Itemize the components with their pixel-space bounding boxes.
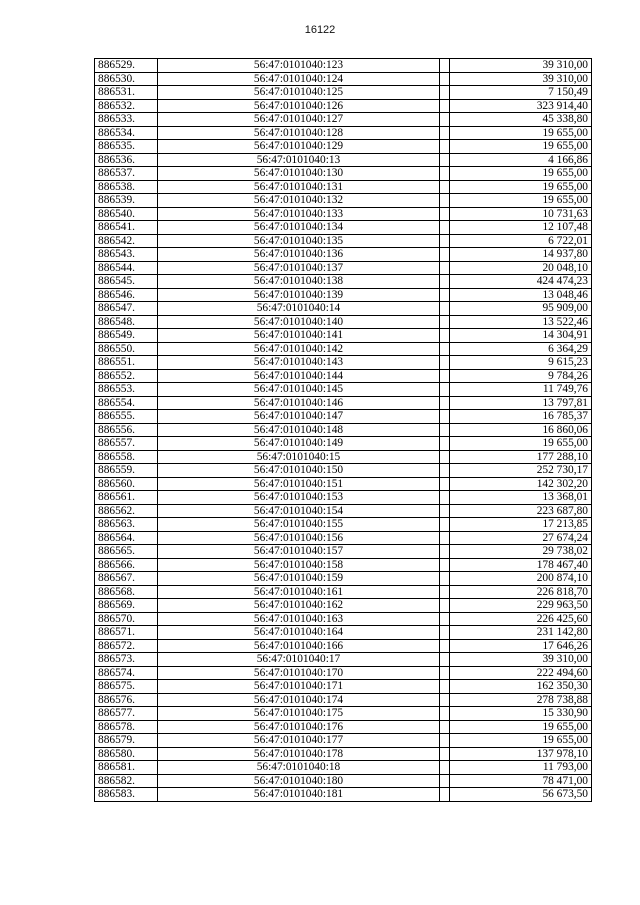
table-row	[95, 356, 592, 370]
table-row	[95, 693, 592, 707]
row-number-cell: 886551.	[95, 356, 158, 370]
cadastral-number-cell: 56:47:0101040:147	[158, 410, 440, 424]
cadastral-number-cell: 56:47:0101040:153	[158, 491, 440, 505]
table-row	[95, 599, 592, 613]
table-row	[95, 234, 592, 248]
row-number-cell: 886543.	[95, 248, 158, 262]
table-row	[95, 167, 592, 181]
column-gap	[440, 734, 450, 748]
column-gap	[440, 504, 450, 518]
table-row	[95, 261, 592, 275]
cadastral-number-cell: 56:47:0101040:163	[158, 612, 440, 626]
row-number-cell: 886558.	[95, 450, 158, 464]
table-row	[95, 531, 592, 545]
cadastral-value-cell: 17 646,26	[450, 639, 592, 653]
column-gap	[440, 275, 450, 289]
cadastral-number-cell: 56:47:0101040:134	[158, 221, 440, 235]
row-number-cell: 886531.	[95, 86, 158, 100]
row-number-cell: 886536.	[95, 153, 158, 167]
column-gap	[440, 113, 450, 127]
column-gap	[440, 59, 450, 73]
column-gap	[440, 612, 450, 626]
column-gap	[440, 234, 450, 248]
table-row	[95, 774, 592, 788]
cadastral-number-cell: 56:47:0101040:180	[158, 774, 440, 788]
table-row	[95, 126, 592, 140]
row-number-cell: 886571.	[95, 626, 158, 640]
row-number-cell: 886561.	[95, 491, 158, 505]
row-number-cell: 886549.	[95, 329, 158, 343]
cadastral-value-cell: 27 674,24	[450, 531, 592, 545]
column-gap	[440, 167, 450, 181]
cadastral-value-cell: 177 288,10	[450, 450, 592, 464]
row-number-cell: 886537.	[95, 167, 158, 181]
table-row	[95, 585, 592, 599]
row-number-cell: 886546.	[95, 288, 158, 302]
cadastral-number-cell: 56:47:0101040:149	[158, 437, 440, 451]
cadastral-value-cell: 13 368,01	[450, 491, 592, 505]
row-number-cell: 886555.	[95, 410, 158, 424]
column-gap	[440, 207, 450, 221]
table-row	[95, 423, 592, 437]
column-gap	[440, 302, 450, 316]
row-number-cell: 886544.	[95, 261, 158, 275]
column-gap	[440, 396, 450, 410]
cadastral-value-cell: 142 302,20	[450, 477, 592, 491]
column-gap	[440, 86, 450, 100]
cadastral-number-cell: 56:47:0101040:143	[158, 356, 440, 370]
column-gap	[440, 626, 450, 640]
column-gap	[440, 491, 450, 505]
cadastral-number-cell: 56:47:0101040:123	[158, 59, 440, 73]
row-number-cell: 886547.	[95, 302, 158, 316]
table-row	[95, 788, 592, 802]
table-row	[95, 113, 592, 127]
table-row	[95, 680, 592, 694]
table-row	[95, 572, 592, 586]
table-row	[95, 248, 592, 262]
cadastral-number-cell: 56:47:0101040:177	[158, 734, 440, 748]
table-row	[95, 329, 592, 343]
cadastral-number-cell: 56:47:0101040:138	[158, 275, 440, 289]
cadastral-number-cell: 56:47:0101040:135	[158, 234, 440, 248]
row-number-cell: 886563.	[95, 518, 158, 532]
table-body	[95, 59, 592, 802]
cadastral-value-cell: 19 655,00	[450, 194, 592, 208]
cadastral-value-cell: 95 909,00	[450, 302, 592, 316]
cadastral-value-cell: 56 673,50	[450, 788, 592, 802]
row-number-cell: 886534.	[95, 126, 158, 140]
cadastral-value-cell: 223 687,80	[450, 504, 592, 518]
row-number-cell: 886560.	[95, 477, 158, 491]
cadastral-number-cell: 56:47:0101040:158	[158, 558, 440, 572]
row-number-cell: 886569.	[95, 599, 158, 613]
row-number-cell: 886539.	[95, 194, 158, 208]
cadastral-value-cell: 45 338,80	[450, 113, 592, 127]
cadastral-value-cell: 424 474,23	[450, 275, 592, 289]
cadastral-value-cell: 15 330,90	[450, 707, 592, 721]
cadastral-number-cell: 56:47:0101040:176	[158, 720, 440, 734]
cadastral-value-cell: 11 793,00	[450, 761, 592, 775]
row-number-cell: 886573.	[95, 653, 158, 667]
column-gap	[440, 180, 450, 194]
cadastral-value-cell: 13 048,46	[450, 288, 592, 302]
column-gap	[440, 261, 450, 275]
row-number-cell: 886545.	[95, 275, 158, 289]
table-row	[95, 369, 592, 383]
table-row	[95, 180, 592, 194]
cadastral-number-cell: 56:47:0101040:174	[158, 693, 440, 707]
row-number-cell: 886582.	[95, 774, 158, 788]
table-row	[95, 315, 592, 329]
cadastral-value-cell: 9 784,26	[450, 369, 592, 383]
cadastral-number-cell: 56:47:0101040:15	[158, 450, 440, 464]
row-number-cell: 886574.	[95, 666, 158, 680]
cadastral-number-cell: 56:47:0101040:141	[158, 329, 440, 343]
row-number-cell: 886572.	[95, 639, 158, 653]
table-row	[95, 545, 592, 559]
table-row	[95, 410, 592, 424]
cadastral-number-cell: 56:47:0101040:133	[158, 207, 440, 221]
table-row	[95, 342, 592, 356]
row-number-cell: 886570.	[95, 612, 158, 626]
row-number-cell: 886580.	[95, 747, 158, 761]
cadastral-number-cell: 56:47:0101040:178	[158, 747, 440, 761]
cadastral-value-cell: 39 310,00	[450, 653, 592, 667]
cadastral-number-cell: 56:47:0101040:142	[158, 342, 440, 356]
row-number-cell: 886567.	[95, 572, 158, 586]
table-row	[95, 86, 592, 100]
row-number-cell: 886577.	[95, 707, 158, 721]
cadastral-value-cell: 6 364,29	[450, 342, 592, 356]
cadastral-value-cell: 137 978,10	[450, 747, 592, 761]
cadastral-value-cell: 226 818,70	[450, 585, 592, 599]
column-gap	[440, 315, 450, 329]
row-number-cell: 886568.	[95, 585, 158, 599]
cadastral-value-cell: 9 615,23	[450, 356, 592, 370]
table-row	[95, 707, 592, 721]
row-number-cell: 886529.	[95, 59, 158, 73]
cadastral-number-cell: 56:47:0101040:139	[158, 288, 440, 302]
column-gap	[440, 342, 450, 356]
row-number-cell: 886566.	[95, 558, 158, 572]
cadastral-number-cell: 56:47:0101040:156	[158, 531, 440, 545]
column-gap	[440, 72, 450, 86]
row-number-cell: 886553.	[95, 383, 158, 397]
column-gap	[440, 410, 450, 424]
cadastral-value-cell: 16 785,37	[450, 410, 592, 424]
table-row	[95, 140, 592, 154]
cadastral-value-cell: 19 655,00	[450, 126, 592, 140]
cadastral-number-cell: 56:47:0101040:161	[158, 585, 440, 599]
table-row	[95, 302, 592, 316]
cadastral-value-cell: 20 048,10	[450, 261, 592, 275]
cadastral-number-cell: 56:47:0101040:151	[158, 477, 440, 491]
cadastral-number-cell: 56:47:0101040:146	[158, 396, 440, 410]
cadastral-value-cell: 252 730,17	[450, 464, 592, 478]
column-gap	[440, 221, 450, 235]
table-row	[95, 653, 592, 667]
column-gap	[440, 464, 450, 478]
column-gap	[440, 558, 450, 572]
cadastral-value-cell: 16 860,06	[450, 423, 592, 437]
cadastral-value-cell: 13 797,81	[450, 396, 592, 410]
row-number-cell: 886548.	[95, 315, 158, 329]
cadastral-number-cell: 56:47:0101040:154	[158, 504, 440, 518]
table-row	[95, 626, 592, 640]
column-gap	[440, 153, 450, 167]
column-gap	[440, 99, 450, 113]
cadastral-value-cell: 162 350,30	[450, 680, 592, 694]
column-gap	[440, 572, 450, 586]
table-row	[95, 396, 592, 410]
row-number-cell: 886550.	[95, 342, 158, 356]
cadastral-value-cell: 226 425,60	[450, 612, 592, 626]
cadastral-number-cell: 56:47:0101040:157	[158, 545, 440, 559]
cadastral-number-cell: 56:47:0101040:13	[158, 153, 440, 167]
cadastral-number-cell: 56:47:0101040:17	[158, 653, 440, 667]
row-number-cell: 886532.	[95, 99, 158, 113]
row-number-cell: 886565.	[95, 545, 158, 559]
cadastral-value-table	[94, 58, 592, 802]
row-number-cell: 886535.	[95, 140, 158, 154]
table-row	[95, 558, 592, 572]
table-row	[95, 518, 592, 532]
column-gap	[440, 518, 450, 532]
cadastral-value-cell: 229 963,50	[450, 599, 592, 613]
table-row	[95, 221, 592, 235]
cadastral-number-cell: 56:47:0101040:126	[158, 99, 440, 113]
table-row	[95, 734, 592, 748]
row-number-cell: 886533.	[95, 113, 158, 127]
column-gap	[440, 248, 450, 262]
cadastral-number-cell: 56:47:0101040:159	[158, 572, 440, 586]
row-number-cell: 886583.	[95, 788, 158, 802]
cadastral-number-cell: 56:47:0101040:144	[158, 369, 440, 383]
table-row	[95, 720, 592, 734]
table-row	[95, 747, 592, 761]
column-gap	[440, 423, 450, 437]
cadastral-value-cell: 39 310,00	[450, 59, 592, 73]
cadastral-number-cell: 56:47:0101040:132	[158, 194, 440, 208]
cadastral-number-cell: 56:47:0101040:128	[158, 126, 440, 140]
cadastral-value-cell: 7 150,49	[450, 86, 592, 100]
cadastral-number-cell: 56:47:0101040:124	[158, 72, 440, 86]
cadastral-number-cell: 56:47:0101040:127	[158, 113, 440, 127]
row-number-cell: 886552.	[95, 369, 158, 383]
row-number-cell: 886562.	[95, 504, 158, 518]
cadastral-number-cell: 56:47:0101040:136	[158, 248, 440, 262]
cadastral-number-cell: 56:47:0101040:171	[158, 680, 440, 694]
column-gap	[440, 680, 450, 694]
cadastral-value-cell: 19 655,00	[450, 437, 592, 451]
row-number-cell: 886557.	[95, 437, 158, 451]
cadastral-value-cell: 29 738,02	[450, 545, 592, 559]
cadastral-number-cell: 56:47:0101040:148	[158, 423, 440, 437]
cadastral-value-cell: 17 213,85	[450, 518, 592, 532]
cadastral-number-cell: 56:47:0101040:129	[158, 140, 440, 154]
cadastral-value-cell: 231 142,80	[450, 626, 592, 640]
table-row	[95, 491, 592, 505]
column-gap	[440, 140, 450, 154]
column-gap	[440, 329, 450, 343]
row-number-cell: 886578.	[95, 720, 158, 734]
column-gap	[440, 653, 450, 667]
column-gap	[440, 356, 450, 370]
cadastral-value-cell: 4 166,86	[450, 153, 592, 167]
column-gap	[440, 707, 450, 721]
cadastral-number-cell: 56:47:0101040:130	[158, 167, 440, 181]
table-row	[95, 275, 592, 289]
page-number: 16122	[304, 24, 336, 36]
column-gap	[440, 531, 450, 545]
column-gap	[440, 747, 450, 761]
table-row	[95, 464, 592, 478]
table-row	[95, 437, 592, 451]
table-row	[95, 761, 592, 775]
cadastral-value-cell: 200 874,10	[450, 572, 592, 586]
cadastral-value-cell: 19 655,00	[450, 140, 592, 154]
cadastral-number-cell: 56:47:0101040:166	[158, 639, 440, 653]
cadastral-value-cell: 19 655,00	[450, 167, 592, 181]
column-gap	[440, 126, 450, 140]
row-number-cell: 886564.	[95, 531, 158, 545]
row-number-cell: 886581.	[95, 761, 158, 775]
column-gap	[440, 383, 450, 397]
column-gap	[440, 369, 450, 383]
column-gap	[440, 693, 450, 707]
cadastral-value-cell: 14 937,80	[450, 248, 592, 262]
column-gap	[440, 666, 450, 680]
table-row	[95, 288, 592, 302]
row-number-cell: 886559.	[95, 464, 158, 478]
table-row	[95, 207, 592, 221]
column-gap	[440, 288, 450, 302]
column-gap	[440, 194, 450, 208]
column-gap	[440, 450, 450, 464]
cadastral-value-cell: 39 310,00	[450, 72, 592, 86]
table-row	[95, 450, 592, 464]
cadastral-number-cell: 56:47:0101040:164	[158, 626, 440, 640]
row-number-cell: 886575.	[95, 680, 158, 694]
cadastral-number-cell: 56:47:0101040:150	[158, 464, 440, 478]
cadastral-value-cell: 278 738,88	[450, 693, 592, 707]
cadastral-number-cell: 56:47:0101040:14	[158, 302, 440, 316]
cadastral-number-cell: 56:47:0101040:175	[158, 707, 440, 721]
table-row	[95, 504, 592, 518]
column-gap	[440, 599, 450, 613]
cadastral-value-cell: 10 731,63	[450, 207, 592, 221]
cadastral-value-cell: 178 467,40	[450, 558, 592, 572]
cadastral-value-cell: 13 522,46	[450, 315, 592, 329]
table-row	[95, 477, 592, 491]
table-row	[95, 612, 592, 626]
column-gap	[440, 761, 450, 775]
table-row	[95, 666, 592, 680]
cadastral-value-cell: 323 914,40	[450, 99, 592, 113]
cadastral-value-cell: 19 655,00	[450, 720, 592, 734]
row-number-cell: 886538.	[95, 180, 158, 194]
cadastral-value-cell: 19 655,00	[450, 734, 592, 748]
table-row	[95, 383, 592, 397]
row-number-cell: 886541.	[95, 221, 158, 235]
row-number-cell: 886554.	[95, 396, 158, 410]
row-number-cell: 886530.	[95, 72, 158, 86]
cadastral-number-cell: 56:47:0101040:18	[158, 761, 440, 775]
row-number-cell: 886540.	[95, 207, 158, 221]
cadastral-value-cell: 11 749,76	[450, 383, 592, 397]
cadastral-value-cell: 14 304,91	[450, 329, 592, 343]
column-gap	[440, 720, 450, 734]
cadastral-value-cell: 6 722,01	[450, 234, 592, 248]
column-gap	[440, 477, 450, 491]
cadastral-value-cell: 19 655,00	[450, 180, 592, 194]
column-gap	[440, 774, 450, 788]
cadastral-number-cell: 56:47:0101040:137	[158, 261, 440, 275]
cadastral-number-cell: 56:47:0101040:131	[158, 180, 440, 194]
cadastral-value-cell: 222 494,60	[450, 666, 592, 680]
column-gap	[440, 639, 450, 653]
row-number-cell: 886542.	[95, 234, 158, 248]
row-number-cell: 886556.	[95, 423, 158, 437]
cadastral-number-cell: 56:47:0101040:155	[158, 518, 440, 532]
table-row	[95, 153, 592, 167]
cadastral-number-cell: 56:47:0101040:125	[158, 86, 440, 100]
row-number-cell: 886576.	[95, 693, 158, 707]
row-number-cell: 886579.	[95, 734, 158, 748]
cadastral-value-cell: 78 471,00	[450, 774, 592, 788]
cadastral-number-cell: 56:47:0101040:181	[158, 788, 440, 802]
table-row	[95, 59, 592, 73]
column-gap	[440, 585, 450, 599]
cadastral-number-cell: 56:47:0101040:162	[158, 599, 440, 613]
cadastral-value-cell: 12 107,48	[450, 221, 592, 235]
cadastral-number-cell: 56:47:0101040:140	[158, 315, 440, 329]
table-row	[95, 194, 592, 208]
cadastral-number-cell: 56:47:0101040:145	[158, 383, 440, 397]
table-row	[95, 72, 592, 86]
column-gap	[440, 545, 450, 559]
column-gap	[440, 437, 450, 451]
cadastral-number-cell: 56:47:0101040:170	[158, 666, 440, 680]
table-row	[95, 639, 592, 653]
table-row	[95, 99, 592, 113]
column-gap	[440, 788, 450, 802]
